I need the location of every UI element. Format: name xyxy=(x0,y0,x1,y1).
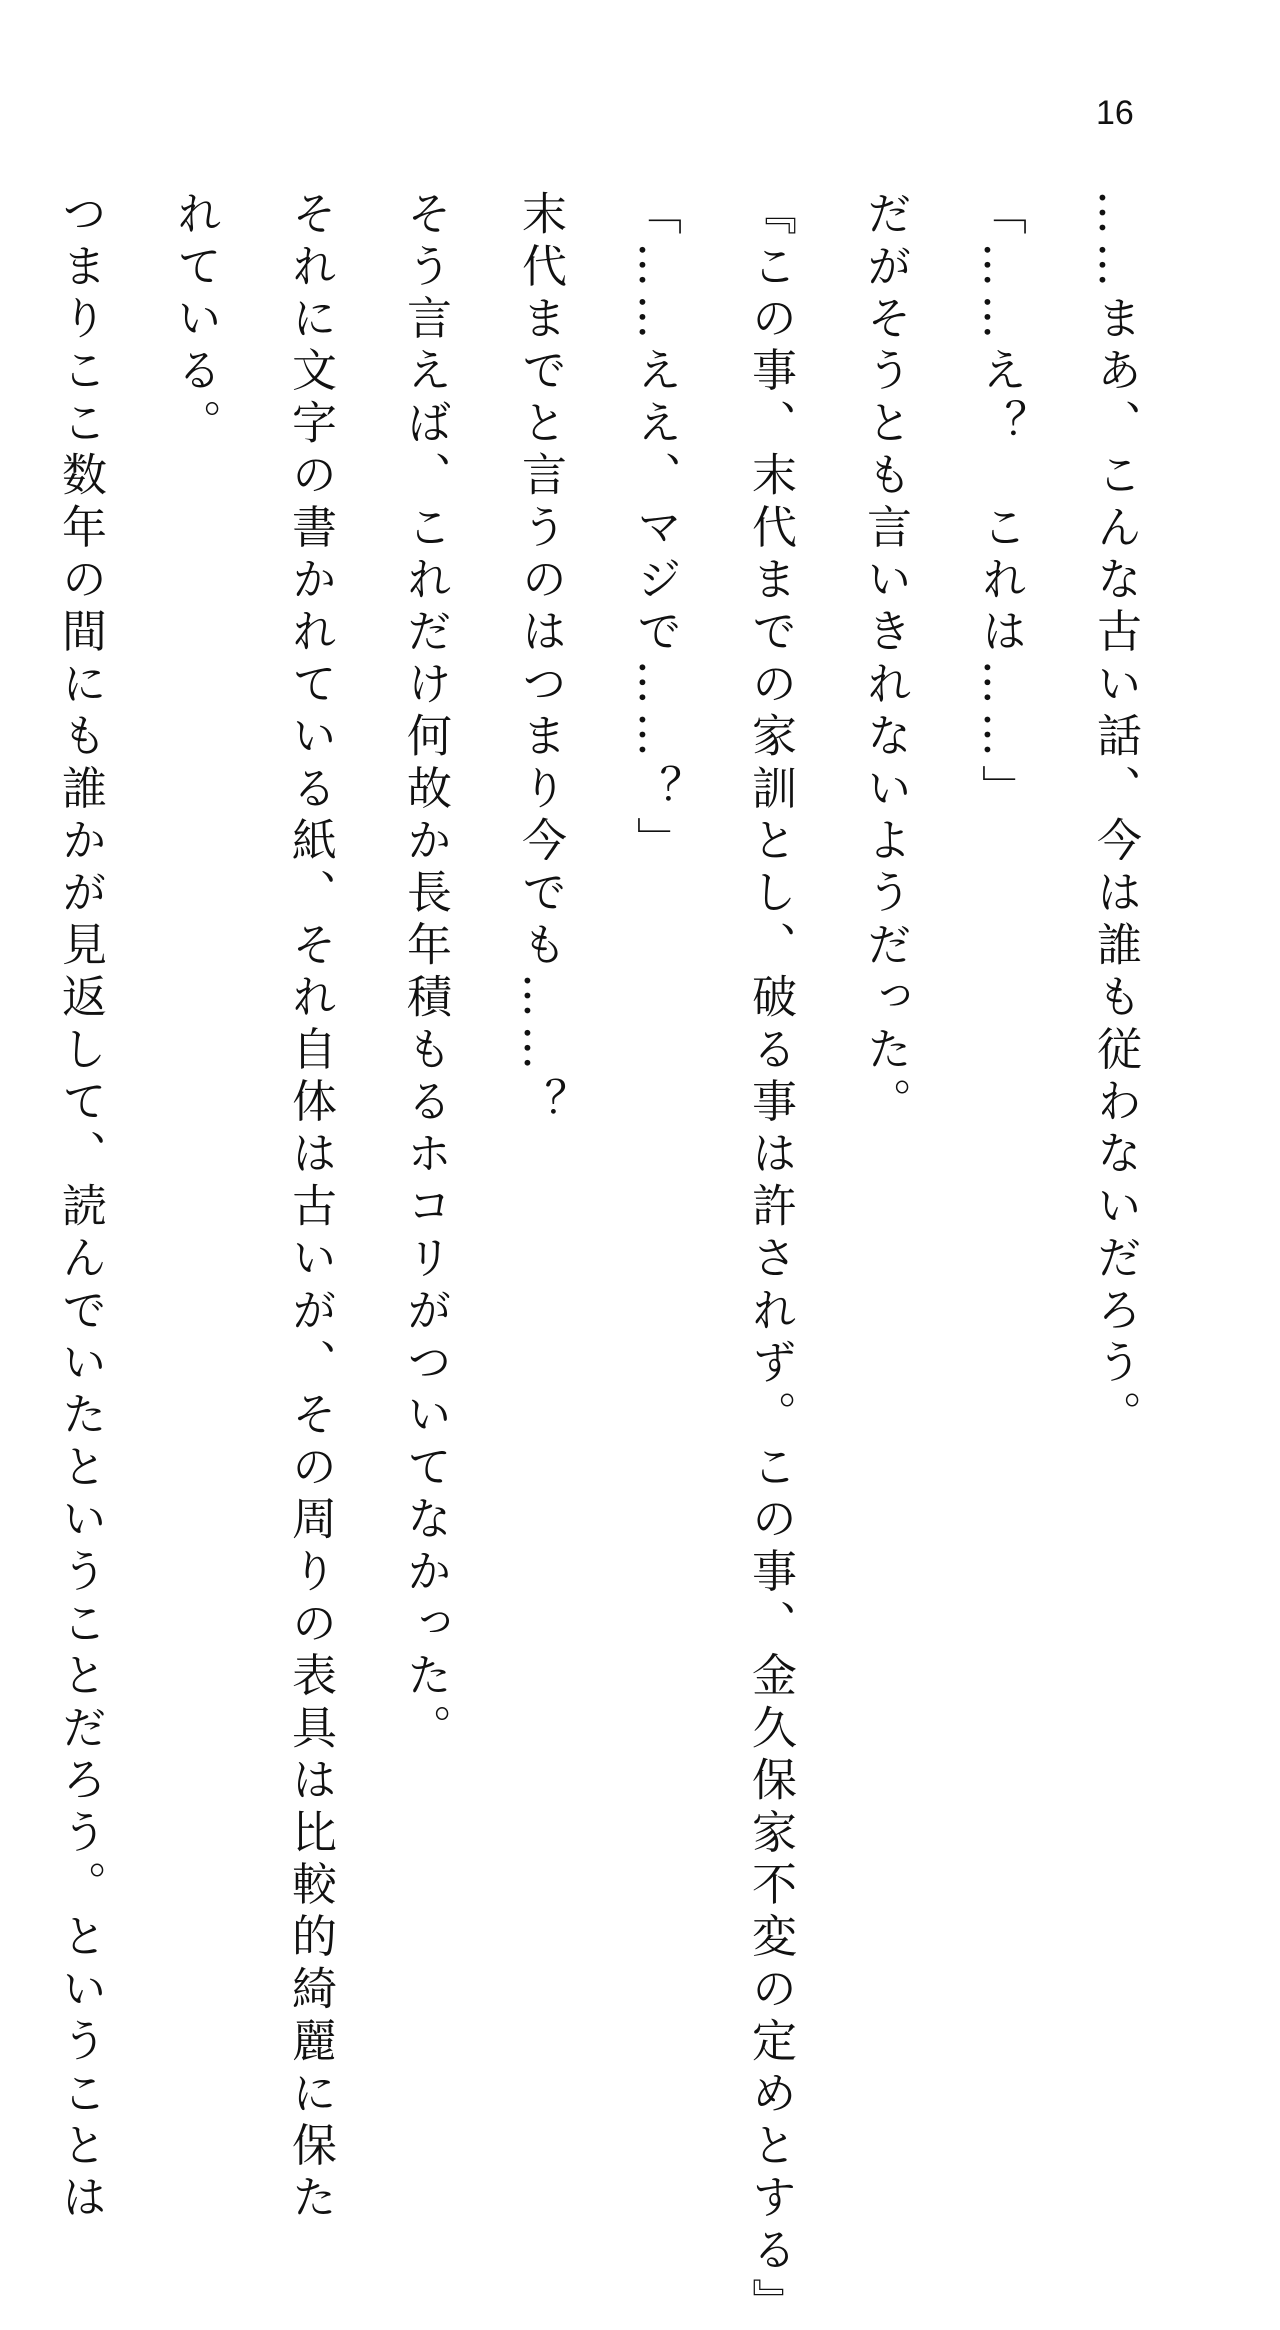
page-number: 16 xyxy=(1096,94,1134,132)
text-line: つまりここ数年の間にも誰かが見返して、読んでいたということだろう。ということは xyxy=(54,190,107,2226)
text-line: 「……ええ、マジで……？」 xyxy=(629,190,682,869)
text-line: それに文字の書かれている紙、それ自体は古いが、その周りの表具は比較的綺麗に保た xyxy=(284,190,337,2226)
text-line: 『この事、末代までの家訓とし、破る事は許されず。この事、金久保家不変の定めとする』 xyxy=(744,190,797,2330)
text-line: だがそうとも言いきれないようだった。 xyxy=(859,190,912,1130)
vertical-text-block xyxy=(0,190,1173,2330)
text-line: 「……え？ これは……」 xyxy=(974,190,1027,817)
text-line: ……まあ、こんな古い話、今は誰も従わないだろう。 xyxy=(1089,190,1142,1443)
text-line: そう言えば、これだけ何故か長年積もるホコリがついてなかった。 xyxy=(399,190,452,1756)
text-line: れている。 xyxy=(169,190,222,451)
text-line: 末代までと言うのはつまり今でも……？ xyxy=(514,190,567,1130)
text-line xyxy=(0,190,23,1630)
